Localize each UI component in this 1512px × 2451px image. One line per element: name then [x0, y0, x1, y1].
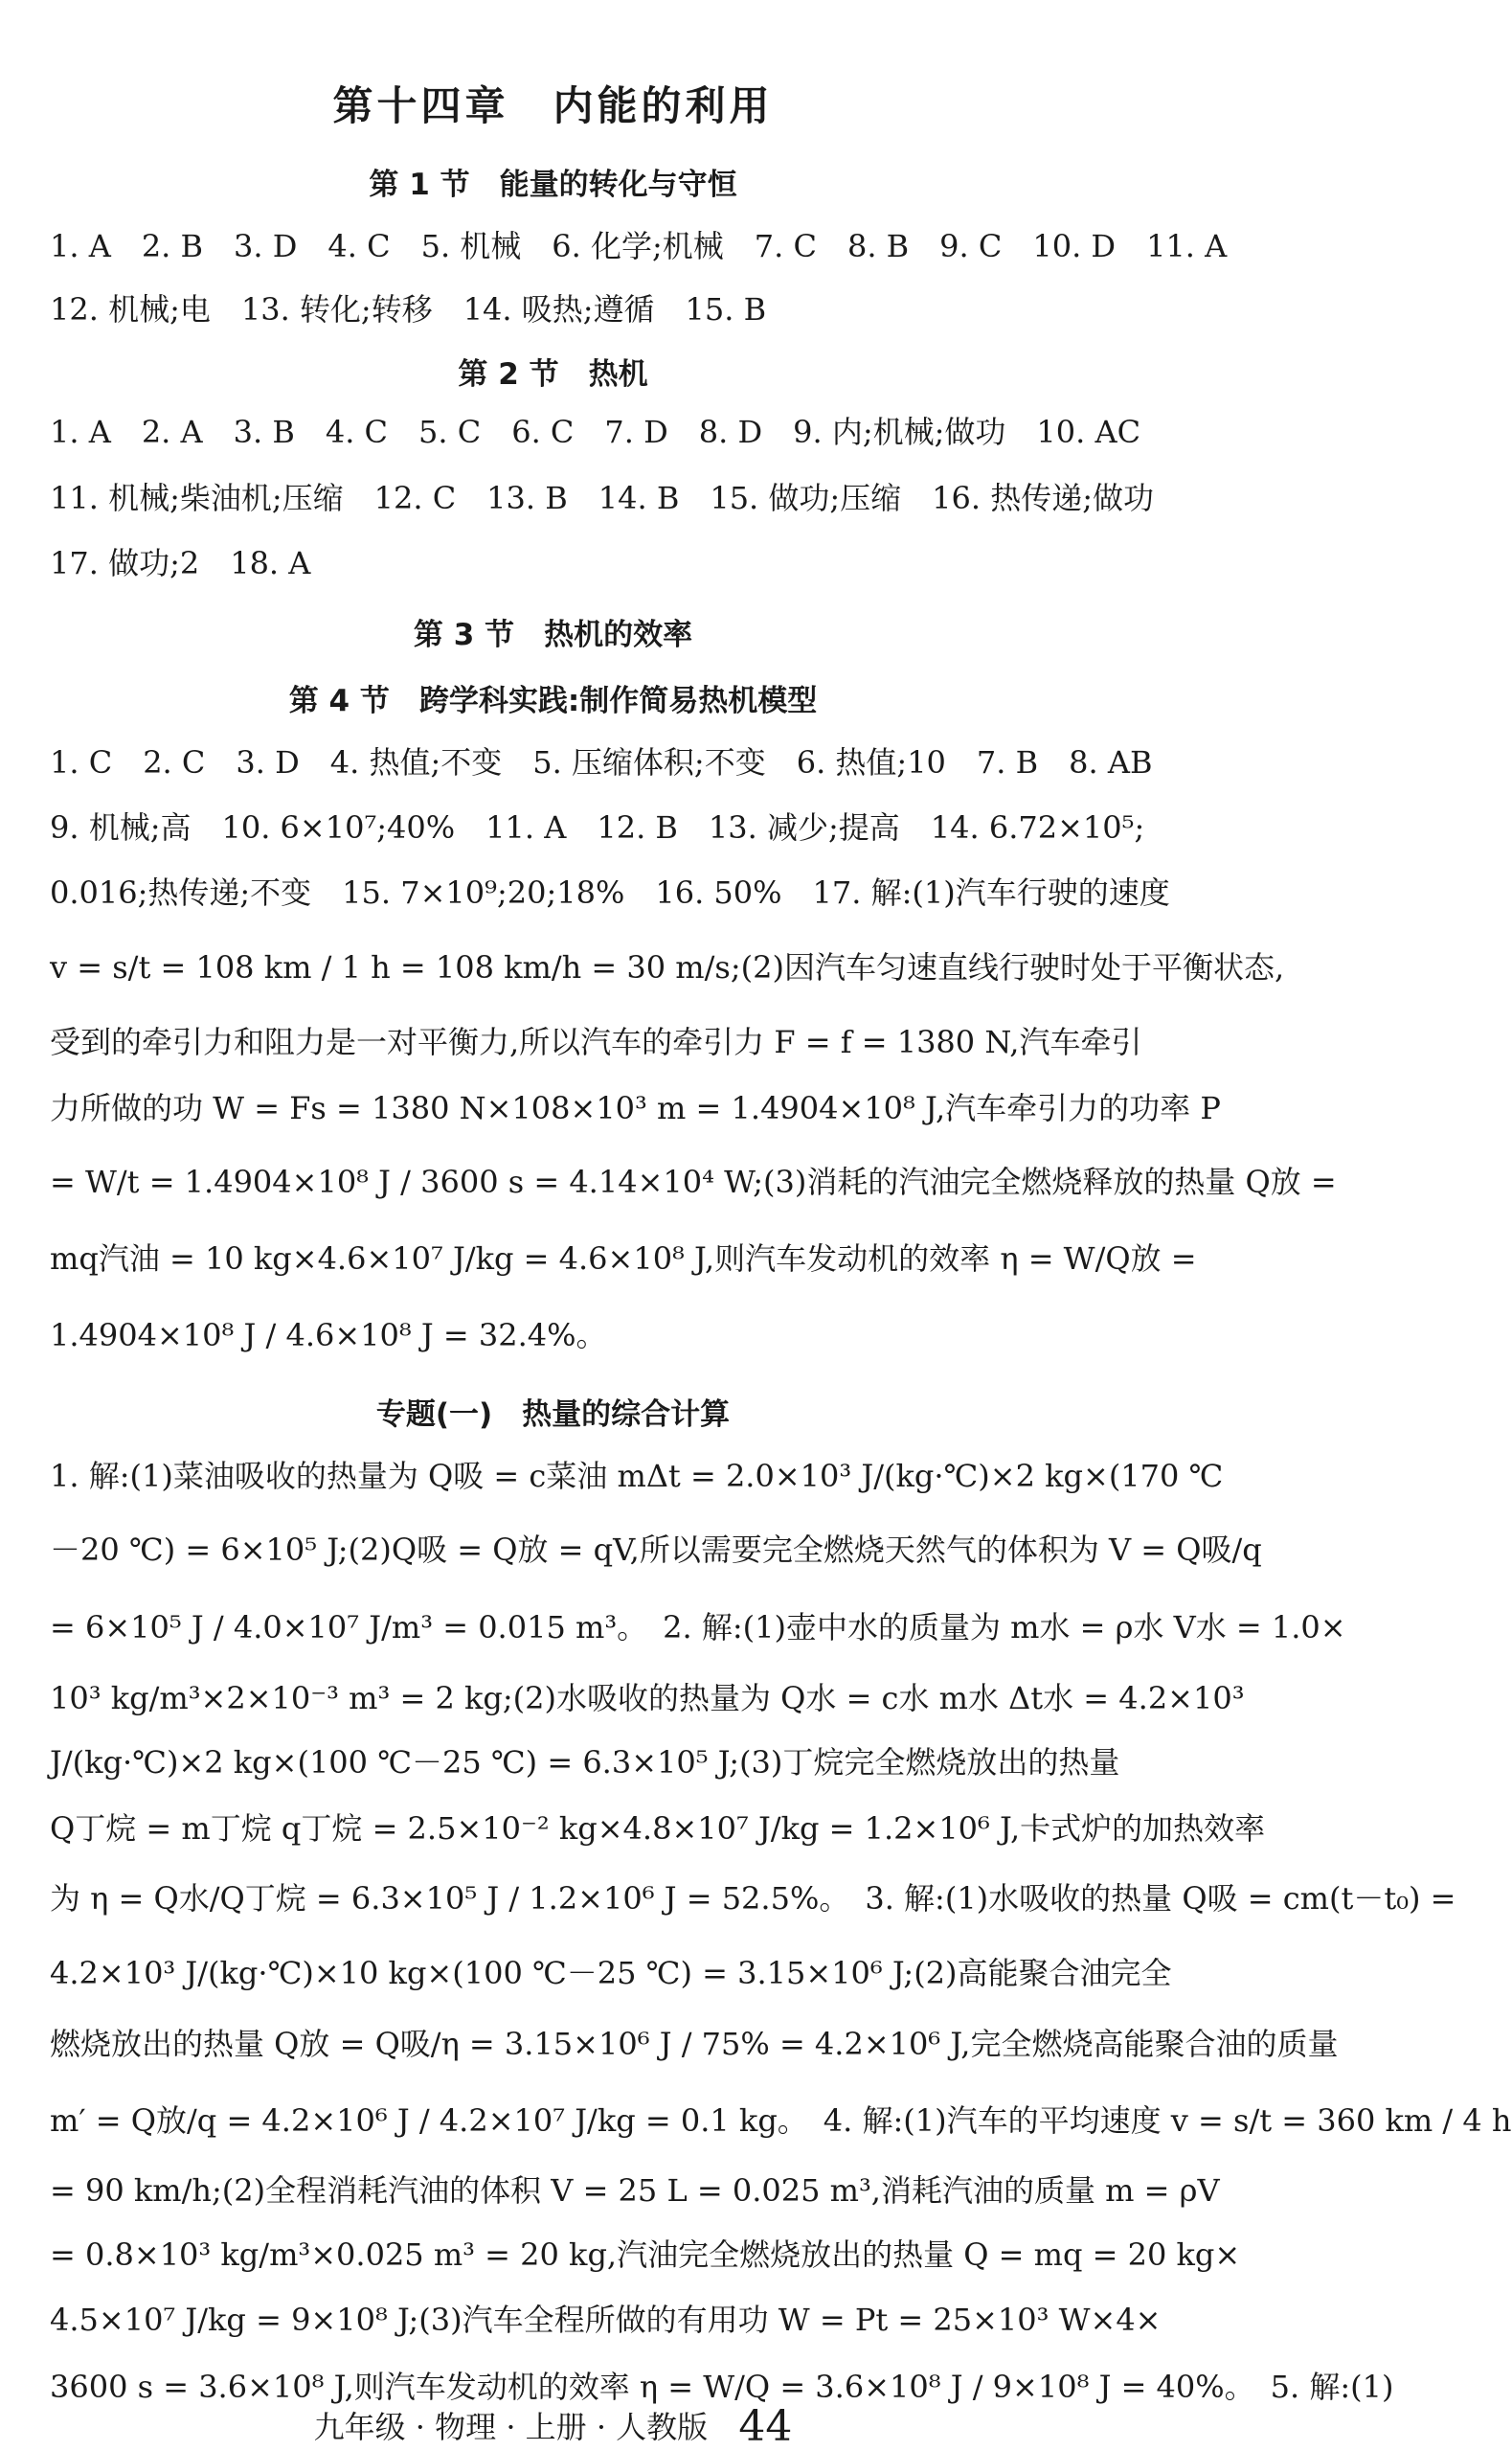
- answer-line: v = s/t = 108 km / 1 h = 108 km/h = 30 m/s;(2)因汽车匀速直线行驶时处于平衡状态,: [50, 949, 1285, 986]
- page-footer: [0, 2402, 1106, 2451]
- answer-line: 17. 做功;2 18. A: [50, 545, 311, 581]
- answer-line: 为 η = Q水/Q丁烷 = 6.3×10⁵ J / 1.2×10⁶ J = 52.5%。 3. 解:(1)水吸收的热量 Q吸 = cm(t－t₀) =: [50, 1880, 1456, 1917]
- answer-line: Q丁烷 = m丁烷 q丁烷 = 2.5×10⁻² kg×4.8×10⁷ J/kg = 1.2×10⁶ J,卡式炉的加热效率: [50, 1810, 1266, 1847]
- answer-line: 9. 机械;高 10. 6×10⁷;40% 11. A 12. B 13. 减少;提高 14. 6.72×10⁵;: [50, 809, 1145, 846]
- footer-label: 九年级 · 物理 · 上册 · 人教版: [313, 2409, 709, 2445]
- answer-line: 3600 s = 3.6×10⁸ J,则汽车发动机的效率 η = W/Q = 3.6×10⁸ J / 9×10⁸ J = 40%。 5. 解:(1): [50, 2369, 1394, 2405]
- answer-line: 11. 机械;柴油机;压缩 12. C 13. B 14. B 15. 做功;压缩 16. 热传递;做功: [50, 480, 1155, 516]
- answer-line: 燃烧放出的热量 Q放 = Q吸/η = 3.15×10⁶ J / 75% = 4.2×10⁶ J,完全燃烧高能聚合油的质量: [50, 2026, 1339, 2062]
- answer-line: 0.016;热传递;不变 15. 7×10⁹;20;18% 16. 50% 17. 解:(1)汽车行驶的速度: [50, 874, 1170, 911]
- answer-line: = W/t = 1.4904×10⁸ J / 3600 s = 4.14×10⁴ W;(3)消耗的汽油完全燃烧释放的热量 Q放 =: [50, 1164, 1337, 1200]
- topic-title: 专题(一) 热量的综合计算: [375, 1397, 731, 1432]
- answer-line: 10³ kg/m³×2×10⁻³ m³ = 2 kg;(2)水吸收的热量为 Q水 = c水 m水 Δt水 = 4.2×10³: [50, 1680, 1245, 1716]
- chapter-title: 第十四章 内能的利用: [332, 82, 774, 129]
- answer-line: mq汽油 = 10 kg×4.6×10⁷ J/kg = 4.6×10⁸ J,则汽车发动机的效率 η = W/Q放 =: [50, 1240, 1197, 1277]
- answer-line: 4.5×10⁷ J/kg = 9×10⁸ J;(3)汽车全程所做的有用功 W = Pt = 25×10³ W×4×: [50, 2302, 1162, 2338]
- answer-line: 4.2×10³ J/(kg·℃)×10 kg×(100 ℃－25 ℃) = 3.15×10⁶ J;(2)高能聚合油完全: [50, 1955, 1172, 1991]
- answer-line: m′ = Q放/q = 4.2×10⁶ J / 4.2×10⁷ J/kg = 0.1 kg。 4. 解:(1)汽车的平均速度 v = s/t = 360 km / 4 h: [50, 2102, 1512, 2139]
- section-2-title: 第 2 节 热机: [458, 357, 648, 392]
- section-1-title: 第 1 节 能量的转化与守恒: [369, 168, 737, 202]
- answer-line: 1. A 2. A 3. B 4. C 5. C 6. C 7. D 8. D 9. 内;机械;做功 10. AC: [50, 414, 1141, 450]
- answer-line: 1. 解:(1)菜油吸收的热量为 Q吸 = c菜油 mΔt = 2.0×10³ J/(kg·℃)×2 kg×(170 ℃: [50, 1458, 1224, 1494]
- answer-line: 12. 机械;电 13. 转化;转移 14. 吸热;遵循 15. B: [50, 291, 767, 328]
- answer-line: 受到的牵引力和阻力是一对平衡力,所以汽车的牵引力 F = f = 1380 N,汽车牵引: [50, 1024, 1142, 1060]
- answer-line: J/(kg·℃)×2 kg×(100 ℃－25 ℃) = 6.3×10⁵ J;(3)丁烷完全燃烧放出的热量: [50, 1744, 1120, 1781]
- answer-line: 1. A 2. B 3. D 4. C 5. 机械 6. 化学;机械 7. C 8. B 9. C 10. D 11. A: [50, 228, 1228, 264]
- answer-line: 1.4904×10⁸ J / 4.6×10⁸ J = 32.4%。: [50, 1317, 607, 1353]
- answer-line: 1. C 2. C 3. D 4. 热值;不变 5. 压缩体积;不变 6. 热值;10 7. B 8. AB: [50, 744, 1153, 781]
- answer-line: = 0.8×10³ kg/m³×0.025 m³ = 20 kg,汽油完全燃烧放出的热量 Q = mq = 20 kg×: [50, 2236, 1241, 2273]
- answer-line: 力所做的功 W = Fs = 1380 N×108×10³ m = 1.4904×10⁸ J,汽车牵引力的功率 P: [50, 1090, 1221, 1126]
- answer-line: －20 ℃) = 6×10⁵ J;(2)Q吸 = Q放 = qV,所以需要完全燃烧天然气的体积为 V = Q吸/q: [50, 1532, 1262, 1568]
- section-3-title: 第 3 节 热机的效率: [413, 618, 693, 652]
- answer-line: = 90 km/h;(2)全程消耗汽油的体积 V = 25 L = 0.025 m³,消耗汽油的质量 m = ρV: [50, 2172, 1220, 2209]
- answer-line: = 6×10⁵ J / 4.0×10⁷ J/m³ = 0.015 m³。 2. 解:(1)壶中水的质量为 m水 = ρ水 V水 = 1.0×: [50, 1609, 1346, 1645]
- page-number: 44: [738, 2402, 793, 2451]
- section-4-title: 第 4 节 跨学科实践:制作简易热机模型: [288, 684, 818, 718]
